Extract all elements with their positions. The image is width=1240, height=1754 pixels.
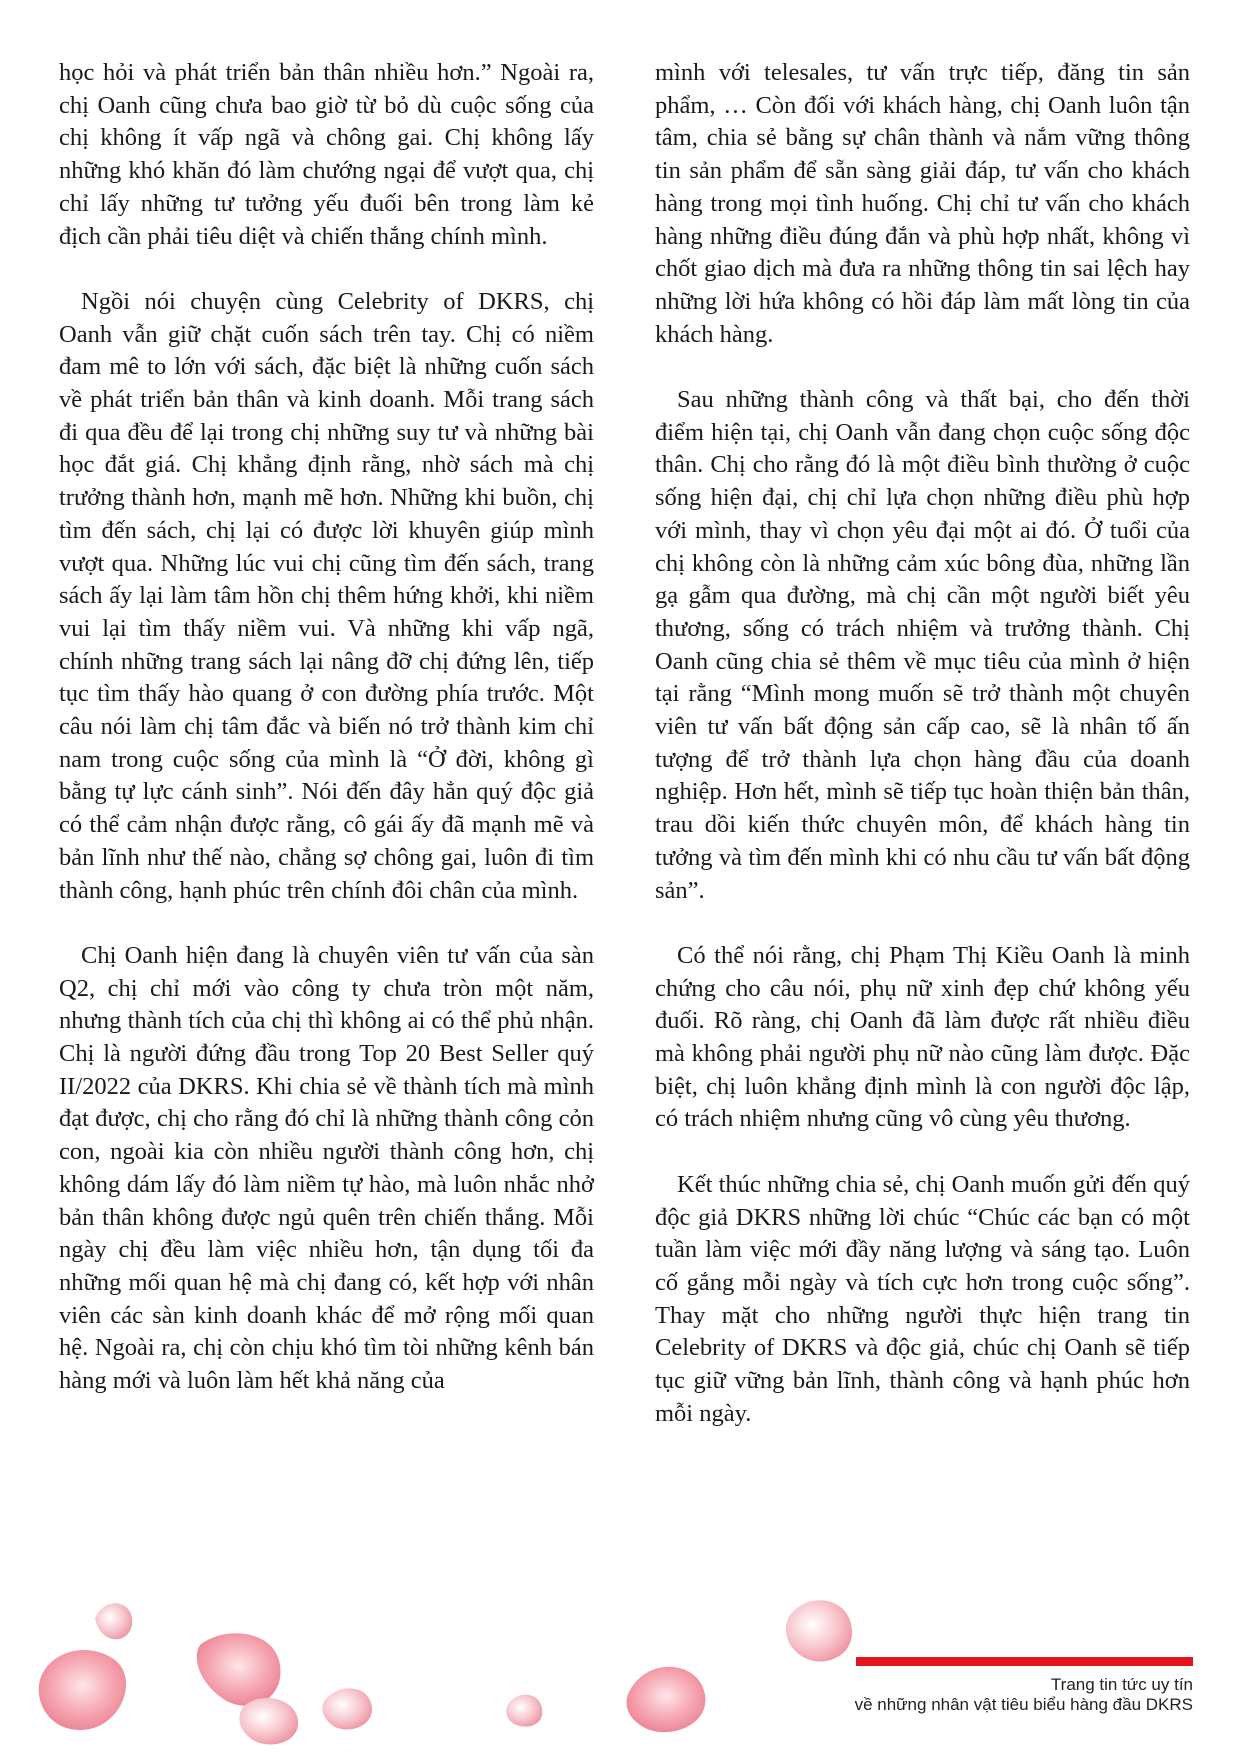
- paragraph: Ngồi nói chuyện cùng Celebrity of DKRS, chị Oanh vẫn giữ chặt cuốn sách trên tay. Chị có niềm đam mê to lớn với sách, đặc biệt là những cuốn sách về phát triển bản thân và kinh doanh. Mỗi trang sách đi qua đều để lại trong chị những suy tư và những bài học đắt giá. Chị khẳng định rằng, nhờ sách mà chị trưởng thành hơn, mạnh mẽ hơn. Những khi buồn, chị tìm đến sách, chị lại có được lời khuyên giúp mình vượt qua. Những lúc vui chị cũng tìm đến sách, trang sách ấy lại làm tâm hồn chị thêm hứng khởi, khi niềm vui lại tìm thấy niềm vui. Và những khi vấp ngã, chính những trang sách lại nâng đỡ chị đứng lên, tiếp tục tìm thấy hào quang ở con đường phía trước. Một câu nói làm chị tâm đắc và biến nó trở thành kim chỉ nam trong cuộc sống của mình là “Ở đời, không gì bằng tự lực cánh sinh”. Nói đến đây hẳn quý độc giả có thể cảm nhận được rằng, cô gái ấy đã mạnh mẽ và bản lĩnh như thế nào, chẳng sợ chông gai, luôn đi tìm thành công, hạnh phúc trên chính đôi chân của mình.: [59, 287, 594, 904]
- petal: [786, 1600, 852, 1661]
- petal: [239, 1698, 298, 1744]
- petal: [322, 1688, 372, 1729]
- petal: [197, 1633, 281, 1705]
- petal: [95, 1603, 132, 1639]
- paragraph: mình với telesales, tư vấn trực tiếp, đăng tin sản phẩm, … Còn đối với khách hàng, chị Oanh luôn tận tâm, chia sẻ bằng sự chân thành và nắm vững thông tin sản phẩm để sẵn sàng giải đáp, tư vấn cho khách hàng trong mọi tình huống. Chị chỉ tư vấn cho khách hàng những điều đúng đắn và phù hợp nhất, không vì chốt giao dịch mà đưa ra những thông tin sai lệch hay những lời hứa không có hồi đáp làm mất lòng tin của khách hàng.: [655, 59, 1190, 348]
- paragraph: Chị Oanh hiện đang là chuyên viên tư vấn của sàn Q2, chị chỉ mới vào công ty chưa tròn một năm, nhưng thành tích của chị thì không ai có thể phủ nhận. Chị là người đứng đầu trong Top 20 Best Seller quý II/2022 của DKRS. Khi chia sẻ về thành tích mà mình đạt được, chị cho rằng đó chỉ là những thành công cỏn con, ngoài kia còn nhiều người thành công hơn, chị không dám lấy đó làm niềm tự hào, mà luôn nhắc nhở bản thân không được ngủ quên trên chiến thắng. Mỗi ngày chị đều làm việc nhiều hơn, tận dụng tối đa những mối quan hệ mà chị đang có, kết hợp với nhân viên các sàn kinh doanh khác để mở rộng mối quan hệ. Ngoài ra, chị còn chịu khó tìm tòi những kênh bán hàng mới và luôn làm hết khả năng của: [59, 941, 594, 1395]
- article-column-left: [59, 57, 594, 1430]
- paragraph: Có thể nói rằng, chị Phạm Thị Kiều Oanh là minh chứng cho câu nói, phụ nữ xinh đẹp chứ không yếu đuối. Rõ ràng, chị Oanh đã làm được rất nhiều điều mà không phải người phụ nữ nào cũng làm được. Đặc biệt, chị luôn khẳng định mình là con người độc lập, có trách nhiệm nhưng cũng vô cùng yêu thương.: [655, 941, 1190, 1133]
- petal: [506, 1695, 542, 1727]
- article-column-right: [655, 57, 1190, 1463]
- footer-accent-bar: [856, 1657, 1193, 1666]
- footer-line-2: về những nhân vật tiêu biểu hàng đầu DKRS: [854, 1695, 1193, 1714]
- footer-line-1: Trang tin tức uy tín: [1050, 1675, 1193, 1694]
- petal: [39, 1650, 126, 1730]
- petal: [626, 1667, 705, 1732]
- paragraph: Kết thúc những chia sẻ, chị Oanh muốn gửi đến quý độc giả DKRS những lời chúc “Chúc các bạn có một tuần làm việc mới đầy năng lượng và sáng tạo. Luôn cố gắng mỗi ngày và tích cực hơn trong cuộc sống”. Thay mặt cho những người thực hiện trang tin Celebrity of DKRS và độc giả, chúc chị Oanh sẽ tiếp tục giữ vững bản lĩnh, thành công và hạnh phúc hơn mỗi ngày.: [655, 1170, 1190, 1427]
- footer-tagline: [855, 1675, 1193, 1715]
- paragraph: học hỏi và phát triển bản thân nhiều hơn.” Ngoài ra, chị Oanh cũng chưa bao giờ từ bỏ dù cuộc sống của chị không ít vấp ngã và chông gai. Chị không lấy những khó khăn đó làm chướng ngại để vượt qua, chị chỉ lấy những tư tưởng yếu đuối bên trong làm kẻ địch cần phải tiêu diệt và chiến thắng chính mình.: [59, 59, 594, 250]
- rose-petals-icon: [0, 1590, 1240, 1754]
- paragraph: Sau những thành công và thất bại, cho đến thời điểm hiện tại, chị Oanh vẫn đang chọn cuộc sống độc thân. Chị cho rằng đó là một điều bình thường ở cuộc sống hiện đại, chị chỉ lựa chọn những điều phù hợp với mình, thay vì chọn yêu đại một ai đó. Ở tuổi của chị không còn là những cảm xúc bông đùa, những lần gạ gẫm qua đường, mà chị cần một người biết yêu thương, sống có trách nhiệm và trưởng thành. Chị Oanh cũng chia sẻ thêm về mục tiêu của mình ở hiện tại rằng “Mình mong muốn sẽ trở thành một chuyên viên tư vấn bất động sản cấp cao, sẽ là nhân tố ấn tượng để trở thành lựa chọn hàng đầu của doanh nghiệp. Hơn hết, mình sẽ tiếp tục hoàn thiện bản thân, trau dồi kiến thức chuyên môn, để khách hàng tin tưởng và tìm đến mình khi có nhu cầu tư vấn bất động sản”.: [655, 386, 1190, 904]
